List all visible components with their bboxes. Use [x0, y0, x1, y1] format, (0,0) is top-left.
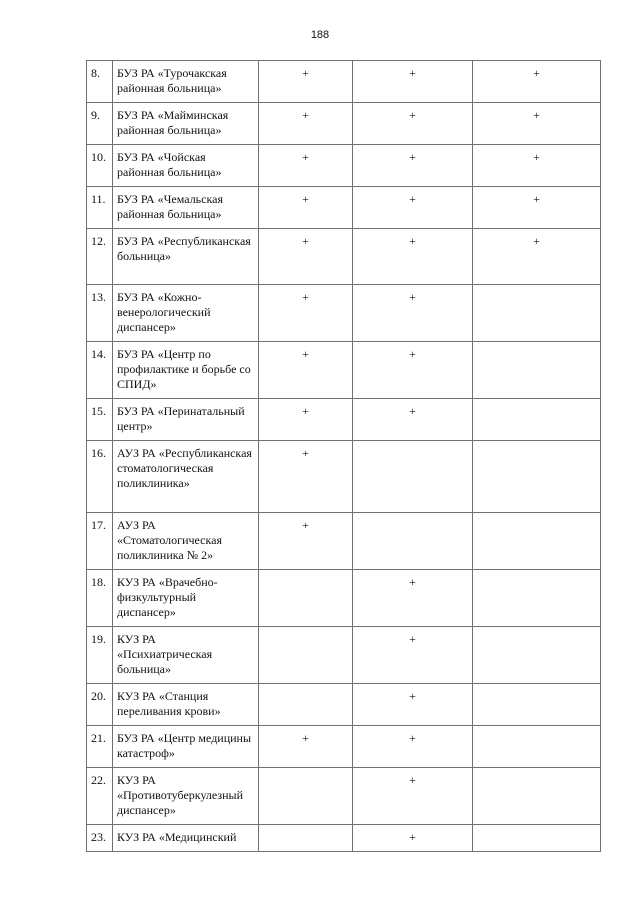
mark-col-3	[473, 825, 601, 852]
mark-col-3	[473, 570, 601, 627]
table-row	[87, 285, 601, 342]
row-number: 10.	[87, 145, 113, 187]
mark-col-1	[259, 627, 353, 684]
table-row	[87, 342, 601, 399]
mark-col-2: +	[353, 627, 473, 684]
institution-name: БУЗ РА «Чемальская районная больница»	[113, 187, 259, 229]
institution-name: БУЗ РА «Перинатальный центр»	[113, 399, 259, 441]
mark-col-3	[473, 285, 601, 342]
row-number: 11.	[87, 187, 113, 229]
mark-col-3: +	[473, 229, 601, 285]
row-number: 16.	[87, 441, 113, 513]
mark-col-1: +	[259, 513, 353, 570]
mark-col-1	[259, 825, 353, 852]
mark-col-1: +	[259, 103, 353, 145]
table-row	[87, 768, 601, 825]
table-row	[87, 441, 601, 513]
institution-name: БУЗ РА «Майминская районная больница»	[113, 103, 259, 145]
row-number: 12.	[87, 229, 113, 285]
mark-col-2: +	[353, 342, 473, 399]
mark-col-3: +	[473, 145, 601, 187]
row-number: 20.	[87, 684, 113, 726]
mark-col-1: +	[259, 399, 353, 441]
page-number: 188	[310, 29, 330, 41]
mark-col-2	[353, 513, 473, 570]
mark-col-1: +	[259, 726, 353, 768]
table-row	[87, 513, 601, 570]
mark-col-2: +	[353, 726, 473, 768]
table-row	[87, 825, 601, 852]
institution-name: БУЗ РА «Кожно-венерологический диспансер»	[113, 285, 259, 342]
mark-col-3: +	[473, 103, 601, 145]
mark-col-2: +	[353, 145, 473, 187]
institutions-table	[86, 60, 601, 852]
row-number: 21.	[87, 726, 113, 768]
row-number: 17.	[87, 513, 113, 570]
row-number: 8.	[87, 61, 113, 103]
mark-col-2: +	[353, 103, 473, 145]
mark-col-2: +	[353, 187, 473, 229]
mark-col-2: +	[353, 570, 473, 627]
row-number: 22.	[87, 768, 113, 825]
table-row	[87, 103, 601, 145]
row-number: 18.	[87, 570, 113, 627]
mark-col-2: +	[353, 285, 473, 342]
mark-col-1	[259, 570, 353, 627]
institution-name: БУЗ РА «Республиканская больница»	[113, 229, 259, 285]
row-number: 14.	[87, 342, 113, 399]
institution-name: КУЗ РА «Противотуберкулезный диспансер»	[113, 768, 259, 825]
mark-col-1: +	[259, 342, 353, 399]
mark-col-3	[473, 342, 601, 399]
institution-name: БУЗ РА «Чойская районная больница»	[113, 145, 259, 187]
mark-col-1	[259, 684, 353, 726]
mark-col-3	[473, 684, 601, 726]
institution-name: БУЗ РА «Центр по профилактике и борьбе со СПИД»	[113, 342, 259, 399]
row-number: 13.	[87, 285, 113, 342]
row-number: 19.	[87, 627, 113, 684]
row-number: 9.	[87, 103, 113, 145]
mark-col-2: +	[353, 684, 473, 726]
row-number: 15.	[87, 399, 113, 441]
mark-col-3: +	[473, 187, 601, 229]
mark-col-3	[473, 513, 601, 570]
mark-col-3	[473, 726, 601, 768]
mark-col-3	[473, 768, 601, 825]
mark-col-2: +	[353, 399, 473, 441]
table-row	[87, 187, 601, 229]
mark-col-1: +	[259, 229, 353, 285]
mark-col-2: +	[353, 768, 473, 825]
table-row	[87, 726, 601, 768]
mark-col-3: +	[473, 61, 601, 103]
mark-col-2	[353, 441, 473, 513]
table-row	[87, 627, 601, 684]
institution-name: КУЗ РА «Станция переливания крови»	[113, 684, 259, 726]
table-row	[87, 61, 601, 103]
institution-name: АУЗ РА «Стоматологическая поликлиника № 2»	[113, 513, 259, 570]
institution-name: КУЗ РА «Врачебно-физкультурный диспансер»	[113, 570, 259, 627]
mark-col-2: +	[353, 61, 473, 103]
mark-col-3	[473, 399, 601, 441]
mark-col-1	[259, 768, 353, 825]
mark-col-1: +	[259, 145, 353, 187]
mark-col-2: +	[353, 825, 473, 852]
institution-name: КУЗ РА «Медицинский	[113, 825, 259, 852]
mark-col-3	[473, 441, 601, 513]
table-row	[87, 145, 601, 187]
mark-col-2: +	[353, 229, 473, 285]
mark-col-1: +	[259, 61, 353, 103]
table-row	[87, 399, 601, 441]
table-row	[87, 229, 601, 285]
institution-name: КУЗ РА «Психиатрическая больница»	[113, 627, 259, 684]
institution-name: БУЗ РА «Турочакская районная больница»	[113, 61, 259, 103]
table-row	[87, 570, 601, 627]
mark-col-3	[473, 627, 601, 684]
mark-col-1: +	[259, 285, 353, 342]
institution-name: БУЗ РА «Центр медицины катастроф»	[113, 726, 259, 768]
table-row	[87, 684, 601, 726]
mark-col-1: +	[259, 187, 353, 229]
row-number: 23.	[87, 825, 113, 852]
institution-name: АУЗ РА «Республиканская стоматологическая поликлиника»	[113, 441, 259, 513]
mark-col-1: +	[259, 441, 353, 513]
